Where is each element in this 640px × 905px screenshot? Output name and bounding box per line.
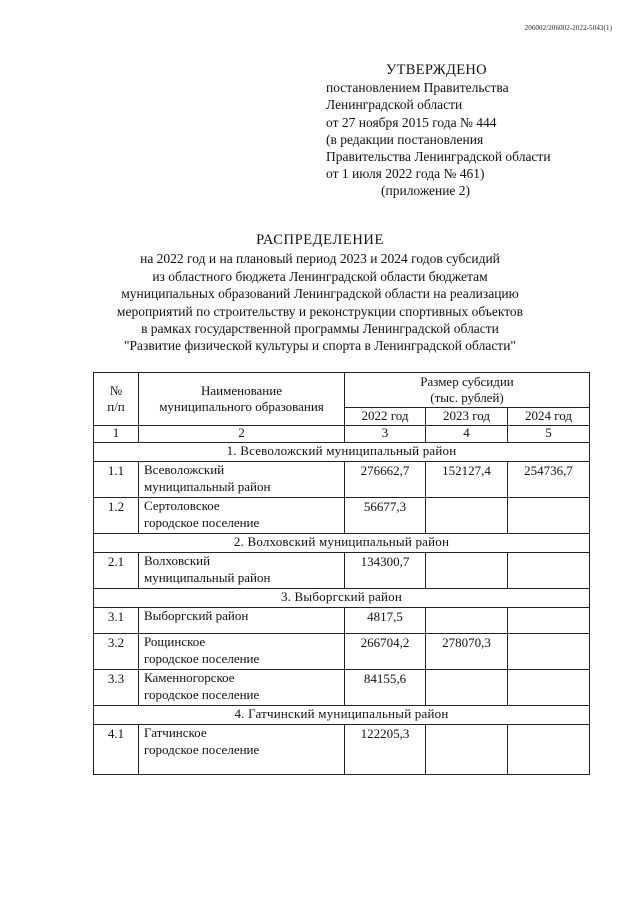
approval-line: от 1 июля 2022 года № 461): [326, 166, 485, 182]
column-index: 4: [426, 426, 508, 443]
heading-line: "Развитие физической культуры и спорта в Ленинградской области": [124, 338, 516, 354]
header-num-line: №: [109, 382, 123, 398]
header-size-line: Размер субсидии: [420, 373, 514, 389]
table-row: [94, 608, 590, 634]
table-row: [94, 553, 590, 589]
approval-line: Правительства Ленинградской области: [326, 149, 551, 165]
municipality-name-line: Всеволожский: [144, 462, 225, 477]
row-number: 3.2: [94, 634, 139, 670]
subsidy-2024: [508, 725, 590, 775]
municipality-name-line: Выборгский район: [144, 608, 249, 623]
subsidy-2023: [426, 498, 508, 534]
table-row: [94, 670, 590, 706]
subsidy-2023: [426, 553, 508, 589]
municipality-name-line: городское поселение: [144, 741, 260, 757]
municipality-name-line: Волховский: [144, 553, 211, 568]
subsidy-2023: 278070,3: [426, 634, 508, 670]
row-number: 1.1: [94, 462, 139, 498]
section-title: 2. Волховский муниципальный район: [94, 534, 590, 553]
heading-line: в рамках государственной программы Ленинградской области: [141, 321, 499, 337]
municipality-name: [139, 725, 345, 775]
table-row: [94, 725, 590, 775]
section-row: [94, 706, 590, 725]
municipality-name: [139, 608, 345, 634]
municipality-name-line: Сертоловское: [144, 498, 220, 513]
header-name-line: Наименование: [201, 382, 282, 398]
section-title: 3. Выборгский район: [94, 589, 590, 608]
column-index: 3: [345, 426, 426, 443]
table-row: [94, 634, 590, 670]
municipality-name: [139, 498, 345, 534]
subsidy-2024: 254736,7: [508, 462, 590, 498]
section-row: [94, 589, 590, 608]
column-index: 1: [94, 426, 139, 443]
subsidy-2024: [508, 498, 590, 534]
section-title: 4. Гатчинский муниципальный район: [94, 706, 590, 725]
header-name-line: муниципального образования: [159, 399, 324, 414]
approval-line: (в редакции постановления: [326, 131, 484, 147]
subsidy-2022: 122205,3: [345, 725, 426, 775]
header-year-2022: 2022 год: [345, 408, 426, 426]
header-num-line: п/п: [107, 399, 125, 414]
section-row: [94, 443, 590, 462]
subsidy-table: [93, 372, 590, 775]
row-number: 4.1: [94, 725, 139, 775]
document-heading: [80, 232, 560, 355]
heading-line: на 2022 год и на плановый период 2023 и 2024 годов субсидий: [140, 251, 500, 267]
subsidy-2023: 152127,4: [426, 462, 508, 498]
approval-title: УТВЕРЖДЕНО: [386, 62, 487, 78]
subsidy-2022: 56677,3: [345, 498, 426, 534]
document-id: 206002/206002-2022-5043(1): [524, 24, 612, 32]
header-size-line: (тыс. рублей): [430, 390, 504, 405]
subsidy-2023: [426, 670, 508, 706]
section-title: 1. Всеволожский муниципальный район: [94, 443, 590, 462]
subsidy-2024: [508, 670, 590, 706]
subsidy-2022: 84155,6: [345, 670, 426, 706]
subsidy-2022: 134300,7: [345, 553, 426, 589]
column-index-row: [94, 426, 590, 443]
municipality-name-line: городское поселение: [144, 650, 260, 666]
header-year-2023: 2023 год: [426, 408, 508, 426]
row-number: 1.2: [94, 498, 139, 534]
approval-line: от 27 ноября 2015 года № 444: [326, 114, 497, 130]
header-num: [94, 373, 139, 426]
subsidy-2023: [426, 608, 508, 634]
heading-line: мероприятий по строительству и реконструкции спортивных объектов: [116, 303, 524, 319]
municipality-name-line: муниципальный район: [144, 569, 271, 585]
approval-line: постановлением Правительства: [326, 80, 509, 96]
row-number: 3.3: [94, 670, 139, 706]
subsidy-2022: 266704,2: [345, 634, 426, 670]
municipality-name-line: муниципальный район: [144, 478, 271, 494]
municipality-name-line: городское поселение: [144, 514, 260, 530]
table-header-row: [94, 373, 590, 408]
subsidy-2022: 4817,5: [345, 608, 426, 634]
approval-appendix: (приложение 2): [381, 183, 471, 199]
subsidy-2023: [426, 725, 508, 775]
header-name: [139, 373, 345, 426]
subsidy-2022: 276662,7: [345, 462, 426, 498]
approval-block: [326, 62, 606, 200]
table-row: [94, 462, 590, 498]
municipality-name: [139, 634, 345, 670]
header-subsidy-size: [345, 373, 590, 408]
column-index: 5: [508, 426, 590, 443]
municipality-name-line: Гатчинское: [144, 725, 207, 740]
heading-line: из областного бюджета Ленинградской области бюджетам: [152, 268, 488, 284]
table-row: [94, 498, 590, 534]
approval-line: Ленинградской области: [326, 97, 463, 113]
subsidy-2024: [508, 608, 590, 634]
municipality-name-line: Рощинское: [144, 634, 206, 649]
subsidy-2024: [508, 553, 590, 589]
row-number: 3.1: [94, 608, 139, 634]
municipality-name-line: городское поселение: [144, 686, 260, 702]
municipality-name: [139, 553, 345, 589]
header-year-2024: 2024 год: [508, 408, 590, 426]
heading-line: муниципальных образований Ленинградской области на реализацию: [121, 286, 519, 302]
municipality-name: [139, 462, 345, 498]
subsidy-2024: [508, 634, 590, 670]
municipality-name-line: Каменногорское: [144, 670, 235, 685]
heading-title: РАСПРЕДЕЛЕНИЕ: [256, 232, 384, 248]
column-index: 2: [139, 426, 345, 443]
municipality-name: [139, 670, 345, 706]
row-number: 2.1: [94, 553, 139, 589]
section-row: [94, 534, 590, 553]
